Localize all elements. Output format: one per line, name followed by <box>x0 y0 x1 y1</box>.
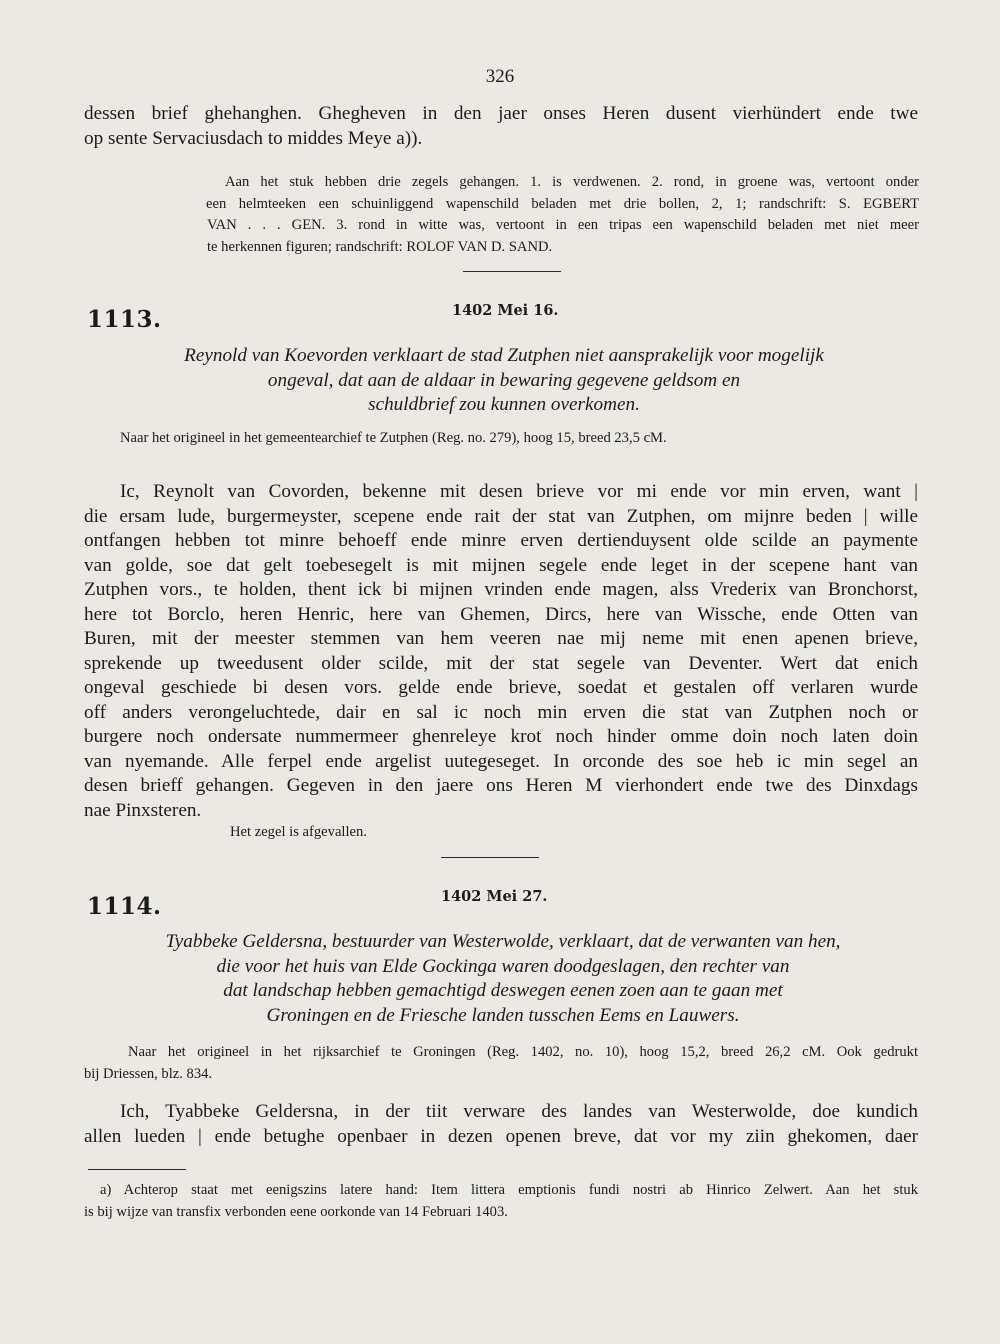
regest-line: schuldbrief zou kunnen overkomen. <box>368 394 640 415</box>
document-number: 1113. <box>87 306 162 333</box>
regest <box>140 344 868 418</box>
note-line: Aan het stuk hebben drie zegels gehangen. 1. is verdwenen. 2. rond, in groene was, vertoont onder <box>225 174 919 190</box>
text-line: die ersam lude, burgermeyster, scepene ende rait der stat van Zutphen, om mijnre beden | wille <box>84 505 918 527</box>
text-line: van nyemande. Alle ferpel ende argelist uutegeseget. In orconde des soe heb ic min segel an <box>84 750 918 772</box>
regest <box>110 930 896 1028</box>
seal-remark: Het zegel is afgevallen. <box>230 824 367 840</box>
document-date: 1402 Mei 27. <box>441 888 548 905</box>
regest-line: Reynold van Koevorden verklaart de stad Zutphen niet aansprakelijk voor mogelijk <box>184 345 824 366</box>
text-line: dessen brief ghehanghen. Ghegheven in den jaer onses Heren dusent vierhündert ende twe <box>84 103 918 124</box>
text-line: desen brieff gehangen. Gegeven in den jaere ons Heren M vierhondert ende twe des Dinxdags <box>84 775 918 796</box>
source-line: Naar het origineel in het rijksarchief te Groningen (Reg. 1402, no. 10), hoog 15,2, breed 26,2 cM. Ook gedrukt <box>128 1044 918 1060</box>
section-divider <box>441 857 539 858</box>
text-line: van golde, soe dat gelt toebesegelt is mit mijnen segele ende leget in der scepene hant van <box>84 554 918 576</box>
regest-line: die voor het huis van Elde Gockinga waren doodgeslagen, den rechter van <box>216 955 790 977</box>
section-divider <box>463 271 561 272</box>
text-line: allen lueden | ende betughe openbaer in dezen openen breve, dat vor my ziin ghekomen, daer <box>84 1125 918 1147</box>
regest-line: Groningen en de Friesche landen tusschen Eems en Lauwers. <box>266 1004 740 1026</box>
source-note <box>84 1042 918 1085</box>
footnote-divider <box>88 1169 186 1170</box>
text-line: sprekende up tweedusent older scilde, mit der stat segele van Deventer. Wert dat enich <box>84 652 918 674</box>
note-line: VAN . . . GEN. 3. rond in witte was, vertoont in een tripas een wapenschild beladen met niet meer <box>207 217 919 233</box>
text-line: here tot Borclo, heren Henric, here van Ghemen, Dircs, here van Wissche, ende Otten van <box>84 603 918 625</box>
footnote <box>84 1180 918 1223</box>
text-line: nae Pinxsteren. <box>84 799 202 821</box>
text-line: off anders verongeluchtede, dair en sal ic noch min erven die stat van Zutphen noch or <box>84 701 918 723</box>
text-line: Zutphen vors., te holden, thent ick bi mijnen vrinden ende magen, alss Vrederix van Bronchorst, <box>84 579 918 600</box>
note-line: een helmteeken een schuinliggend wapenschild beladen met drie bollen, 2, 1; randschrift: S. EGBERT <box>206 195 919 212</box>
footnote-line: is bij wijze van transfix verbonden eene oorkonde van 14 Februari 1403. <box>84 1203 508 1220</box>
continuation-text <box>84 102 918 151</box>
document-date: 1402 Mei 16. <box>452 302 559 319</box>
seal-note <box>207 172 919 258</box>
regest-line: Tyabbeke Geldersna, bestuurder van Westerwolde, verklaart, dat de verwanten van hen, <box>165 931 841 952</box>
document-number: 1114. <box>87 893 162 920</box>
charter-text <box>84 480 918 823</box>
note-line: te herkennen figuren; randschrift: ROLOF VAN D. SAND. <box>207 238 553 255</box>
text-line: Ic, Reynolt van Covorden, bekenne mit desen brieve vor mi ende vor min erven, want | <box>120 481 918 502</box>
charter-text <box>84 1100 918 1149</box>
text-line: ontfangen hebben tot minre behoeff ende minre erven dertienduysent olde scilde an paymente <box>84 530 918 551</box>
text-line: ongeval geschiede bi desen vors. gelde ende brieve, soedat et gestalen off verlaren wurde <box>84 677 918 698</box>
text-line: Buren, mit der meester stemmen van hem veeren nae mij neme mit enen apenen brieve, <box>84 628 918 649</box>
footnote-line: a) Achterop staat met eenigszins latere hand: Item littera emptionis fundi nostri ab Hinrico Zelwert. Aan het stuk <box>100 1182 918 1198</box>
source-note: Naar het origineel in het gemeentearchief te Zutphen (Reg. no. 279), hoog 15, breed 23,5 cM. <box>120 430 667 446</box>
source-line: bij Driessen, blz. 834. <box>84 1065 213 1082</box>
text-line: burgere noch ondersate nummermeer ghenreleye krot noch hinder omme doin noch laten doin <box>84 726 918 747</box>
page-number: 326 <box>485 66 515 87</box>
text-line: Ich, Tyabbeke Geldersna, in der tiit verware des landes van Westerwolde, doe kundich <box>120 1101 918 1122</box>
text-line: op sente Servaciusdach to middes Meye a)). <box>84 127 423 149</box>
regest-line: dat landschap hebben gemachtigd deswegen eenen zoen aan te gaan met <box>223 980 783 1001</box>
regest-line: ongeval, dat aan de aldaar in bewaring gegevene geldsom en <box>267 369 741 391</box>
